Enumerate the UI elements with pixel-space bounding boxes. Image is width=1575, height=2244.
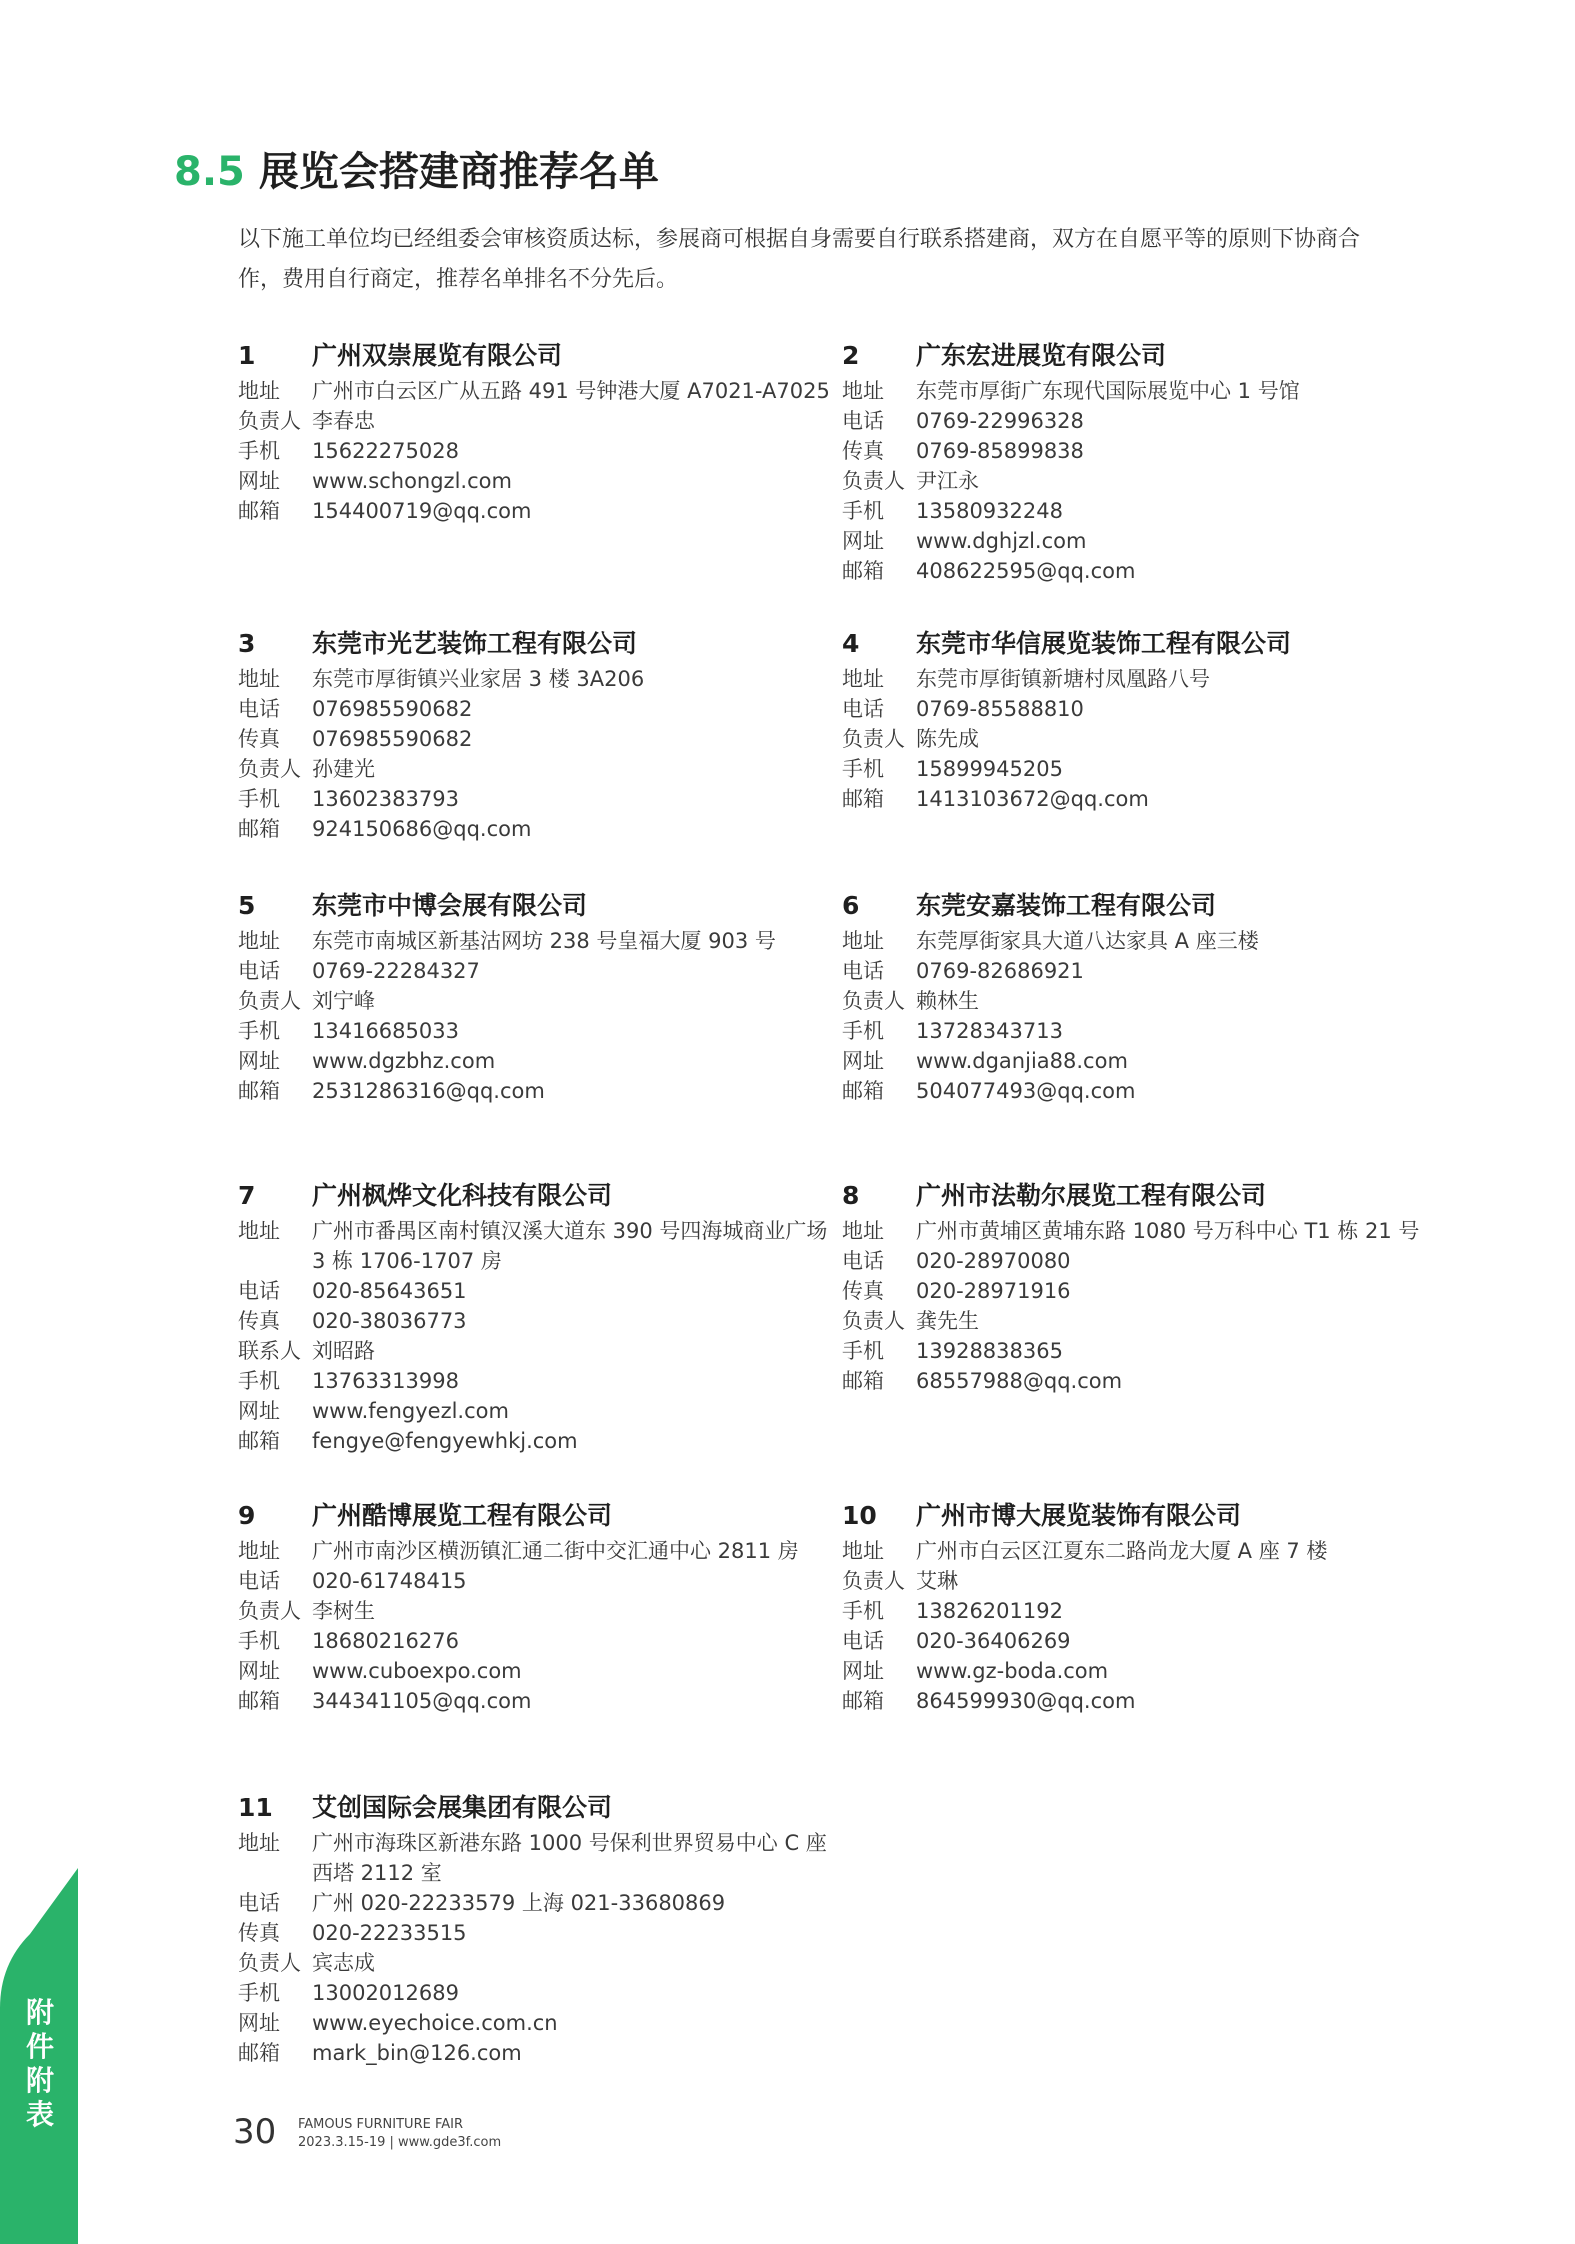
company-number: 4	[842, 629, 860, 658]
contact-value: www.gz-boda.com	[916, 1659, 1109, 1683]
contact-value: www.dghjzl.com	[916, 529, 1087, 553]
contact-label: 地址	[842, 667, 884, 691]
contact-label: 手机	[238, 1981, 280, 2005]
contact-label: 地址	[842, 379, 884, 403]
contact-row	[238, 2008, 838, 2038]
contact-label: 手机	[238, 1629, 280, 1653]
company-header	[842, 624, 1442, 664]
company-entry	[842, 336, 1442, 586]
contact-label: 地址	[238, 379, 280, 403]
contact-row	[238, 1216, 838, 1276]
contact-label: 电话	[238, 1891, 280, 1915]
contact-value: 1413103672@qq.com	[916, 787, 1149, 811]
contact-value: 赖林生	[916, 989, 979, 1013]
contact-row	[842, 986, 1442, 1016]
contact-value: 东莞市厚街镇新塘村凤凰路八号	[916, 667, 1210, 691]
contact-value: mark_bin@126.com	[312, 2041, 522, 2065]
contact-value: 艾琳	[916, 1569, 958, 1593]
company-name: 广州市法勒尔展览工程有限公司	[916, 1181, 1267, 1210]
contact-row	[842, 526, 1442, 556]
contact-value: 13928838365	[916, 1339, 1063, 1363]
contact-label: 手机	[842, 757, 884, 781]
contact-value: 13602383793	[312, 787, 459, 811]
contact-value: 020-36406269	[916, 1629, 1071, 1653]
contact-label: 地址	[238, 929, 280, 953]
contact-label: 邮箱	[842, 1369, 884, 1393]
contact-row	[842, 1626, 1442, 1656]
contact-label: 传真	[842, 1279, 884, 1303]
company-header	[238, 1176, 838, 1216]
contact-row	[842, 1336, 1442, 1366]
contact-label: 网址	[238, 2011, 280, 2035]
contact-row	[238, 724, 838, 754]
contact-value: 15622275028	[312, 439, 459, 463]
company-number: 11	[238, 1793, 273, 1822]
contact-label: 电话	[842, 697, 884, 721]
contact-value: 广州市南沙区横沥镇汇通二街中交汇通中心 2811 房	[312, 1539, 799, 1563]
company-header	[842, 336, 1442, 376]
contact-label: 传真	[238, 1309, 280, 1333]
contact-value: 020-22233515	[312, 1921, 467, 1945]
footer-line-1: FAMOUS FURNITURE FAIR	[298, 2117, 463, 2132]
company-header	[238, 886, 838, 926]
contact-row	[238, 1566, 838, 1596]
contact-label: 网址	[842, 1659, 884, 1683]
contact-row	[238, 814, 838, 844]
contact-label: 地址	[842, 1219, 884, 1243]
company-number: 5	[238, 891, 256, 920]
contact-label: 电话	[238, 1279, 280, 1303]
contact-label: 电话	[842, 1249, 884, 1273]
company-entry	[238, 1496, 838, 1716]
contact-row	[238, 496, 838, 526]
contact-row	[842, 1596, 1442, 1626]
contact-label: 电话	[238, 959, 280, 983]
contact-value: 0769-22996328	[916, 409, 1084, 433]
contact-row	[842, 376, 1442, 406]
contact-row	[238, 1306, 838, 1336]
contact-value: 孙建光	[312, 757, 375, 781]
company-number: 9	[238, 1501, 256, 1530]
contact-value: 0769-22284327	[312, 959, 480, 983]
contact-row	[238, 466, 838, 496]
company-number: 6	[842, 891, 860, 920]
contact-value: 15899945205	[916, 757, 1063, 781]
company-entry	[238, 1788, 838, 2068]
contact-value: 13763313998	[312, 1369, 459, 1393]
contact-label: 电话	[238, 1569, 280, 1593]
company-number: 7	[238, 1181, 256, 1210]
contact-label: 传真	[238, 727, 280, 751]
contact-row	[842, 694, 1442, 724]
contact-value: www.fengyezl.com	[312, 1399, 509, 1423]
contact-row	[238, 2038, 838, 2068]
contact-label: 负责人	[842, 727, 905, 751]
company-header	[842, 886, 1442, 926]
contact-row	[238, 436, 838, 466]
side-tab	[0, 1868, 78, 2244]
contact-row	[842, 1366, 1442, 1396]
contact-value: 广州市白云区广从五路 491 号钟港大厦 A7021-A7025	[312, 379, 830, 403]
contact-label: 邮箱	[842, 787, 884, 811]
contact-value: 宾志成	[312, 1951, 375, 1975]
contact-row	[238, 1978, 838, 2008]
contact-value: 020-61748415	[312, 1569, 467, 1593]
contact-value: 020-28971916	[916, 1279, 1071, 1303]
contact-label: 手机	[842, 1019, 884, 1043]
contact-row	[238, 1888, 838, 1918]
company-name: 东莞市中博会展有限公司	[312, 891, 588, 920]
contact-row	[238, 926, 838, 956]
contact-label: 传真	[842, 439, 884, 463]
contact-row	[842, 754, 1442, 784]
contact-value: 2531286316@qq.com	[312, 1079, 545, 1103]
company-name: 艾创国际会展集团有限公司	[312, 1793, 613, 1822]
contact-value: 13580932248	[916, 499, 1063, 523]
contact-row	[842, 1246, 1442, 1276]
contact-value: 408622595@qq.com	[916, 559, 1136, 583]
contact-label: 地址	[842, 1539, 884, 1563]
contact-value: 广州市白云区江夏东二路尚龙大厦 A 座 7 楼	[916, 1539, 1328, 1563]
company-name: 广州双崇展览有限公司	[312, 341, 563, 370]
company-entry	[842, 624, 1442, 814]
contact-value: 864599930@qq.com	[916, 1689, 1136, 1713]
company-number: 8	[842, 1181, 860, 1210]
contact-value: 陈先成	[916, 727, 979, 751]
contact-row	[842, 406, 1442, 436]
contact-value: 东莞市厚街镇兴业家居 3 楼 3A206	[312, 667, 645, 691]
contact-row	[238, 754, 838, 784]
contact-row	[842, 724, 1442, 754]
contact-label: 邮箱	[842, 559, 884, 583]
company-header	[238, 1788, 838, 1828]
company-entry	[842, 886, 1442, 1106]
contact-value: 尹江永	[916, 469, 979, 493]
contact-label: 负责人	[238, 1951, 301, 1975]
contact-label: 地址	[238, 1539, 280, 1563]
contact-value: 13002012689	[312, 1981, 459, 2005]
contact-value: 13416685033	[312, 1019, 459, 1043]
contact-row	[842, 956, 1442, 986]
contact-label: 电话	[238, 697, 280, 721]
contact-row	[842, 784, 1442, 814]
side-tab-label: 附件附表	[25, 1996, 54, 2131]
contact-value: 李春忠	[312, 409, 375, 433]
contact-label: 负责人	[238, 1599, 301, 1623]
contact-row	[842, 436, 1442, 466]
contact-value: 广州市番禺区南村镇汉溪大道东 390 号四海城商业广场 3 栋 1706-1707 房	[312, 1219, 828, 1273]
company-entry	[842, 1496, 1442, 1716]
contact-label: 网址	[238, 1399, 280, 1423]
contact-row	[842, 1276, 1442, 1306]
contact-row	[238, 956, 838, 986]
contact-row	[238, 1046, 838, 1076]
footer-line-2: 2023.3.15-19 | www.gde3f.com	[298, 2135, 502, 2150]
contact-label: 电话	[842, 409, 884, 433]
contact-value: 东莞市南城区新基沽网坊 238 号皇福大厦 903 号	[312, 929, 776, 953]
company-name: 东莞市华信展览装饰工程有限公司	[916, 629, 1292, 658]
contact-value: 68557988@qq.com	[916, 1369, 1123, 1393]
contact-row	[842, 496, 1442, 526]
contact-value: www.eyechoice.com.cn	[312, 2011, 558, 2035]
contact-label: 网址	[238, 1659, 280, 1683]
contact-row	[238, 986, 838, 1016]
contact-value: 东莞市厚街广东现代国际展览中心 1 号馆	[916, 379, 1300, 403]
contact-label: 手机	[842, 1339, 884, 1363]
contact-label: 负责人	[238, 989, 301, 1013]
contact-row	[842, 1566, 1442, 1596]
contact-row	[842, 1656, 1442, 1686]
contact-label: 手机	[238, 1369, 280, 1393]
contact-row	[842, 466, 1442, 496]
section-heading: 展览会搭建商推荐名单	[258, 149, 659, 195]
contact-value: www.dganjia88.com	[916, 1049, 1128, 1073]
contact-row	[238, 1366, 838, 1396]
contact-row	[842, 1046, 1442, 1076]
page-number: 30	[233, 2112, 277, 2152]
contact-value: 076985590682	[312, 697, 473, 721]
contact-value: 020-38036773	[312, 1309, 467, 1333]
contact-row	[238, 1596, 838, 1626]
company-header	[238, 336, 838, 376]
contact-row	[842, 556, 1442, 586]
contact-row	[238, 694, 838, 724]
contact-row	[238, 1536, 838, 1566]
contact-label: 负责人	[238, 757, 301, 781]
contact-label: 地址	[238, 1831, 280, 1855]
contact-row	[238, 1426, 838, 1456]
contact-value: 刘宁峰	[312, 989, 375, 1013]
contact-label: 邮箱	[238, 1079, 280, 1103]
section-title	[174, 146, 659, 198]
company-entry	[842, 1176, 1442, 1396]
company-entry	[238, 886, 838, 1106]
contact-row	[238, 1336, 838, 1366]
contact-value: 504077493@qq.com	[916, 1079, 1136, 1103]
contact-row	[238, 1626, 838, 1656]
company-number: 1	[238, 341, 256, 370]
company-entry	[238, 1176, 838, 1456]
contact-label: 手机	[238, 787, 280, 811]
contact-value: 0769-85588810	[916, 697, 1084, 721]
contact-row	[842, 1216, 1442, 1246]
contact-value: 924150686@qq.com	[312, 817, 532, 841]
contact-value: 154400719@qq.com	[312, 499, 532, 523]
contact-label: 电话	[842, 959, 884, 983]
footer-info	[298, 2116, 501, 2152]
contact-row	[238, 406, 838, 436]
contact-row	[238, 1828, 838, 1888]
contact-label: 负责人	[842, 1309, 905, 1333]
company-name: 东莞安嘉装饰工程有限公司	[916, 891, 1217, 920]
contact-value: 李树生	[312, 1599, 375, 1623]
contact-row	[842, 1306, 1442, 1336]
contact-value: 344341105@qq.com	[312, 1689, 532, 1713]
contact-value: 广州市海珠区新港东路 1000 号保利世界贸易中心 C 座西塔 2112 室	[312, 1831, 827, 1885]
contact-label: 负责人	[842, 989, 905, 1013]
company-entry	[238, 336, 838, 526]
contact-row	[238, 784, 838, 814]
contact-row	[238, 1016, 838, 1046]
contact-row	[842, 1686, 1442, 1716]
contact-value: www.schongzl.com	[312, 469, 512, 493]
contact-row	[238, 376, 838, 406]
contact-label: 邮箱	[238, 1429, 280, 1453]
contact-value: 020-28970080	[916, 1249, 1071, 1273]
company-header	[238, 1496, 838, 1536]
company-number: 10	[842, 1501, 877, 1530]
section-number: 8.5	[174, 149, 245, 195]
contact-value: 广州 020-22233579 上海 021-33680869	[312, 1891, 726, 1915]
company-entry	[238, 624, 838, 844]
contact-label: 网址	[842, 1049, 884, 1073]
contact-row	[238, 1396, 838, 1426]
company-name: 广州市博大展览装饰有限公司	[916, 1501, 1242, 1530]
contact-row	[842, 926, 1442, 956]
contact-row	[842, 1536, 1442, 1566]
contact-row	[842, 664, 1442, 694]
contact-value: 东莞厚街家具大道八达家具 A 座三楼	[916, 929, 1259, 953]
contact-label: 传真	[238, 1921, 280, 1945]
contact-label: 电话	[842, 1629, 884, 1653]
contact-row	[238, 1948, 838, 1978]
contact-value: 0769-82686921	[916, 959, 1084, 983]
contact-label: 负责人	[238, 409, 301, 433]
contact-label: 地址	[238, 667, 280, 691]
contact-row	[238, 1656, 838, 1686]
contact-value: 18680216276	[312, 1629, 459, 1653]
company-name: 广州枫烨文化科技有限公司	[312, 1181, 613, 1210]
contact-value: www.dgzbhz.com	[312, 1049, 496, 1073]
contact-label: 手机	[238, 439, 280, 463]
contact-value: 13826201192	[916, 1599, 1063, 1623]
contact-label: 邮箱	[238, 1689, 280, 1713]
contact-label: 地址	[842, 929, 884, 953]
contact-row	[842, 1016, 1442, 1046]
contact-label: 手机	[238, 1019, 280, 1043]
contact-label: 负责人	[842, 469, 905, 493]
company-header	[842, 1496, 1442, 1536]
company-name: 广东宏进展览有限公司	[916, 341, 1167, 370]
contact-value: 020-85643651	[312, 1279, 467, 1303]
contact-label: 手机	[842, 499, 884, 523]
contact-value: 龚先生	[916, 1309, 979, 1333]
contact-row	[238, 1076, 838, 1106]
contact-row	[238, 1686, 838, 1716]
contact-label: 网址	[238, 469, 280, 493]
contact-label: 联系人	[238, 1339, 301, 1363]
contact-row	[238, 1918, 838, 1948]
contact-value: fengye@fengyewhkj.com	[312, 1429, 578, 1453]
company-number: 2	[842, 341, 860, 370]
contact-label: 网址	[842, 529, 884, 553]
contact-label: 邮箱	[238, 817, 280, 841]
contact-label: 地址	[238, 1219, 280, 1243]
company-number: 3	[238, 629, 256, 658]
contact-label: 邮箱	[238, 2041, 280, 2065]
contact-value: 076985590682	[312, 727, 473, 751]
contact-row	[842, 1076, 1442, 1106]
contact-label: 邮箱	[238, 499, 280, 523]
contact-label: 邮箱	[842, 1689, 884, 1713]
contact-label: 手机	[842, 1599, 884, 1623]
company-name: 广州酷博展览工程有限公司	[312, 1501, 613, 1530]
company-header	[238, 624, 838, 664]
contact-value: www.cuboexpo.com	[312, 1659, 522, 1683]
contact-row	[238, 1276, 838, 1306]
contact-value: 13728343713	[916, 1019, 1063, 1043]
contact-value: 广州市黄埔区黄埔东路 1080 号万科中心 T1 栋 21 号	[916, 1219, 1420, 1243]
contact-value: 刘昭路	[312, 1339, 375, 1363]
company-header	[842, 1176, 1442, 1216]
contact-row	[238, 664, 838, 694]
intro-paragraph: 以下施工单位均已经组委会审核资质达标，参展商可根据自身需要自行联系搭建商，双方在自愿平等的原则下协商合作，费用自行商定，推荐名单排名不分先后。	[238, 227, 1361, 292]
contact-value: 0769-85899838	[916, 439, 1084, 463]
contact-label: 负责人	[842, 1569, 905, 1593]
company-name: 东莞市光艺装饰工程有限公司	[312, 629, 638, 658]
contact-label: 邮箱	[842, 1079, 884, 1103]
contact-label: 网址	[238, 1049, 280, 1073]
